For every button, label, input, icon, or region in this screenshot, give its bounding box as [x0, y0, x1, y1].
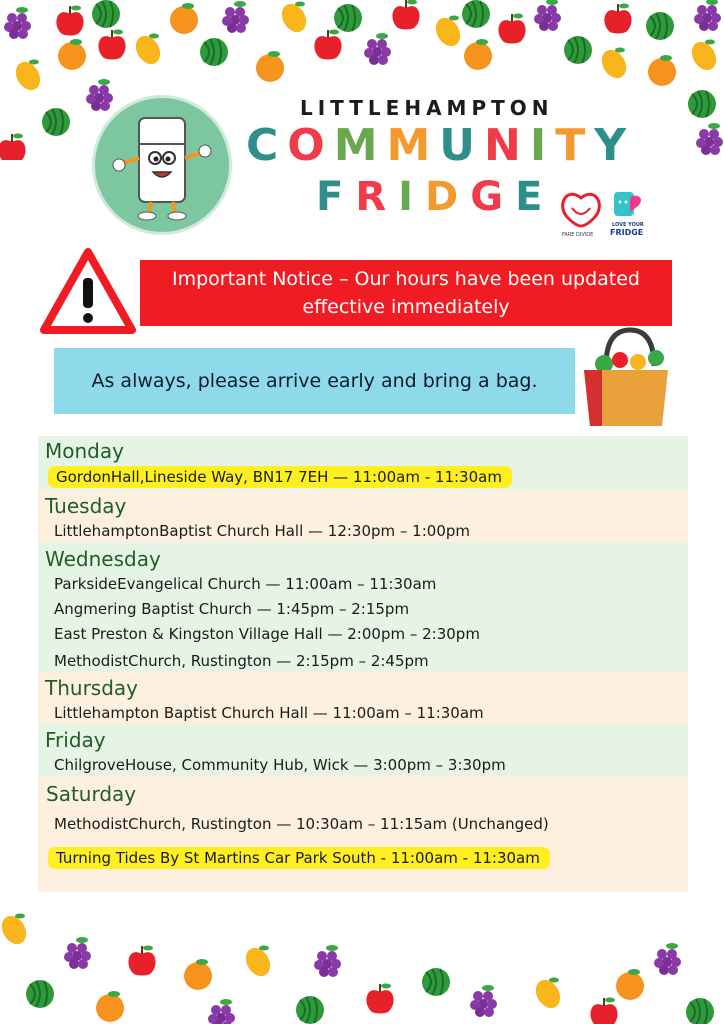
schedule-entry-highlighted: Turning Tides By St Martins Car Park South - 11:00am - 11:30am — [48, 847, 550, 869]
fridge-letter: E — [515, 174, 555, 220]
day-name: Tuesday — [45, 494, 127, 518]
schedule-entry: ParksideEvangelical Church — 11:00am – 11:30am — [54, 575, 437, 593]
warning-triangle-icon — [40, 248, 136, 334]
day-name: Saturday — [46, 782, 137, 806]
day-thursday — [38, 672, 688, 724]
fare-divide-label: FARE DIVIDE — [562, 232, 594, 238]
community-letter: U — [439, 120, 485, 171]
fridge-mascot-logo — [92, 95, 232, 235]
day-tuesday — [38, 490, 688, 542]
day-name: Wednesday — [45, 547, 161, 571]
weekly-schedule — [38, 436, 688, 892]
community-letter: O — [287, 120, 334, 171]
fridge-letter: D — [425, 174, 471, 220]
day-name: Friday — [45, 728, 106, 752]
community-letter: N — [484, 120, 530, 171]
reminder-banner: As always, please arrive early and bring a bag. — [54, 348, 575, 414]
title-fridge — [316, 174, 554, 220]
schedule-entry: LittlehamptonBaptist Church Hall — 12:30pm – 1:00pm — [54, 522, 471, 540]
day-friday — [38, 724, 688, 776]
fridge-letter: G — [470, 174, 516, 220]
fridge-letter: I — [398, 174, 426, 220]
title-littlehampton: LITTLEHAMPTON — [300, 96, 554, 120]
day-saturday — [38, 776, 688, 892]
fridge-mascot-icon — [95, 98, 229, 232]
community-letter: I — [529, 120, 556, 171]
schedule-entry: GordonHall,Lineside Way, BN17 7EH — 11:00am - 11:30am — [48, 466, 512, 488]
day-monday — [38, 436, 688, 490]
schedule-entry: Angmering Baptist Church — 1:45pm – 2:15pm — [54, 600, 410, 618]
schedule-entry: MethodistChurch, Rustington — 2:15pm – 2:45pm — [54, 652, 429, 670]
community-letter: Y — [594, 120, 636, 171]
fruit-border-bottom — [0, 904, 724, 1024]
notice-line-2: effective immediately — [302, 296, 510, 318]
shopping-bag-icon — [576, 326, 676, 430]
schedule-entry: ChilgroveHouse, Community Hub, Wick — 3:00pm – 3:30pm — [54, 756, 506, 774]
schedule-entry: MethodistChurch, Rustington — 10:30am – 11:15am (Unchanged) — [54, 815, 549, 833]
fridge-letter: R — [355, 174, 399, 220]
important-notice-banner — [140, 260, 672, 326]
day-wednesday — [38, 542, 688, 672]
fare-divide-logo — [558, 186, 604, 238]
community-letter: C — [246, 120, 288, 171]
day-name: Thursday — [45, 676, 138, 700]
title-community — [246, 120, 635, 171]
community-letter: M — [333, 120, 387, 171]
fridge-label: FRIDGE — [610, 228, 644, 237]
schedule-entry: Littlehampton Baptist Church Hall — 11:00am – 11:30am — [54, 704, 484, 722]
fridge-letter: F — [316, 174, 356, 220]
community-letter: T — [555, 120, 595, 171]
day-name: Monday — [45, 439, 124, 463]
notice-line-1: Important Notice – Our hours have been updated — [171, 268, 640, 290]
community-letter: M — [386, 120, 440, 171]
love-your-label: LOVE YOUR — [612, 222, 644, 228]
schedule-entry: East Preston & Kingston Village Hall — 2:00pm – 2:30pm — [54, 625, 480, 643]
